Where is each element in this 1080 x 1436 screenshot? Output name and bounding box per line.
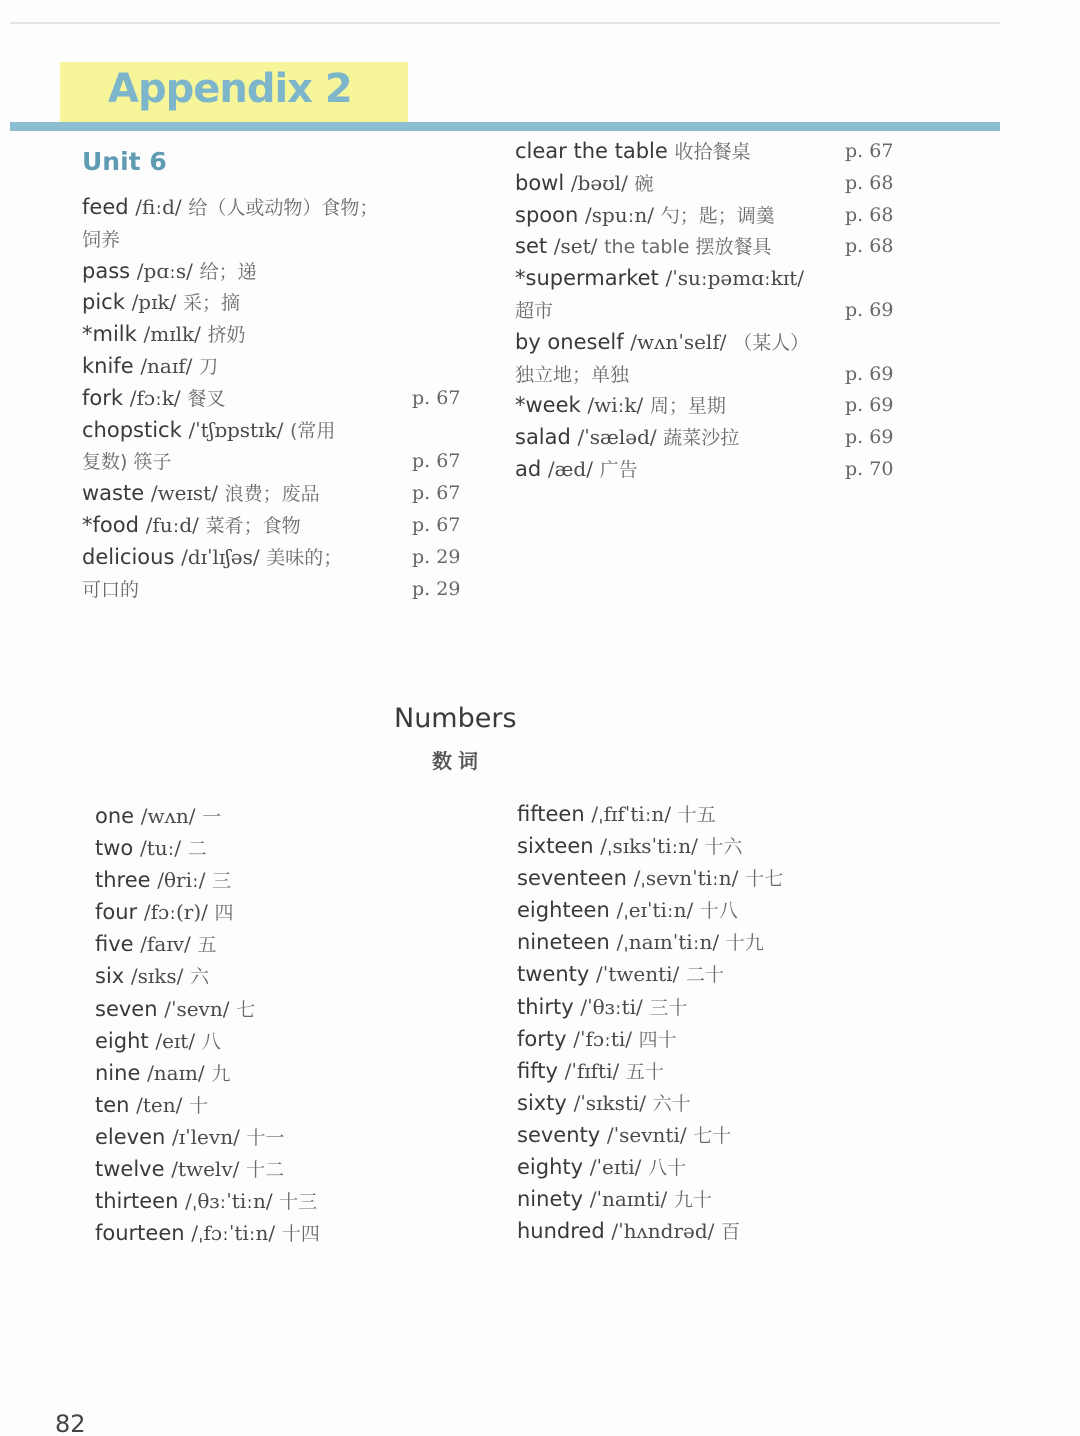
vocab-entry <box>95 1153 320 1185</box>
entry-word: eleven <box>95 1124 166 1149</box>
entry-word: twenty <box>517 962 590 987</box>
entry-phonetic: /tuː/ <box>139 836 182 861</box>
vocab-entry <box>517 1183 783 1215</box>
entry-phonetic: /ˌsɪksˈtiːn/ <box>600 834 698 859</box>
vocab-entry <box>515 422 915 454</box>
entry-meaning: 菜肴；食物 <box>205 514 301 537</box>
entry-meaning: 五 <box>197 934 217 957</box>
entry-phonetic: /fiːd/ <box>135 195 182 219</box>
vocab-entry <box>515 200 915 232</box>
entry-word: forty <box>517 1026 567 1051</box>
entry-word: delicious <box>82 544 175 569</box>
entry-phonetic: /twelv/ <box>171 1157 240 1182</box>
entry-meaning: 十二 <box>246 1159 285 1182</box>
entry-page-ref: p. 67 <box>412 513 461 536</box>
entry-phonetic: /ˈtwenti/ <box>596 962 680 987</box>
entry-meaning: 十 <box>189 1094 209 1117</box>
entry-meaning: 蔬菜沙拉 <box>663 427 740 450</box>
vocab-entry <box>95 928 320 960</box>
entry-phonetic: /spuːn/ <box>584 202 655 227</box>
vocab-entry <box>95 800 320 832</box>
entry-meaning: 六十 <box>652 1092 691 1115</box>
entry-meaning: the table 摆放餐具 <box>604 236 772 259</box>
entry-meaning: (常用 <box>290 419 336 442</box>
entry-phonetic: /fuːd/ <box>145 512 199 537</box>
entry-phonetic: /faɪv/ <box>140 932 191 957</box>
entry-meaning: 四十 <box>638 1028 677 1051</box>
vocab-entry <box>517 958 783 990</box>
numbers-left-column <box>95 800 320 1249</box>
page-title: Appendix 2 <box>108 66 352 112</box>
entry-page-ref: p. 67 <box>412 386 461 409</box>
entry-word: fork <box>82 385 124 410</box>
entry-phonetic: /weɪst/ <box>150 481 218 506</box>
entry-word: eighty <box>517 1155 584 1180</box>
vocab-entry <box>82 192 482 224</box>
entry-meaning: 五十 <box>625 1060 664 1083</box>
vocab-entry <box>82 510 482 542</box>
entry-word: four <box>95 900 138 925</box>
vocab-entry <box>515 231 915 263</box>
entry-meaning: 七 <box>236 998 256 1021</box>
entry-phonetic: /ˈfɔːti/ <box>573 1026 632 1051</box>
entry-word: fourteen <box>95 1221 185 1246</box>
entry-page-ref: p. 68 <box>845 171 894 194</box>
entry-phonetic: /ˈsæləd/ <box>577 425 657 450</box>
entry-meaning: 十九 <box>725 932 764 955</box>
entry-phonetic: /ˈtʃɒpstɪk/ <box>188 417 284 442</box>
entry-phonetic: /wʌnˈself/ <box>630 329 727 354</box>
entry-word: six <box>95 964 125 989</box>
entry-phonetic: /ˈθɜːti/ <box>580 994 643 1019</box>
entry-phonetic: /ˈhʌndrəd/ <box>611 1219 715 1244</box>
vocab-entry <box>82 383 482 415</box>
entry-page-ref: p. 29 <box>412 577 461 600</box>
entry-word: nine <box>95 1060 141 1085</box>
page-number: 82 <box>55 1410 86 1436</box>
entry-meaning: 饲养 <box>82 228 121 251</box>
entry-word: clear the table <box>515 139 668 163</box>
vocab-entry <box>95 1217 320 1249</box>
entry-page-ref: p. 67 <box>412 450 461 473</box>
vocab-entry <box>517 926 783 958</box>
entry-word: eight <box>95 1028 149 1053</box>
entry-page-ref: p. 69 <box>845 394 894 417</box>
entry-page-ref: p. 69 <box>845 298 894 321</box>
vocabulary-right-column <box>515 136 915 486</box>
entry-phonetic: /ˌfɔːˈtiːn/ <box>191 1221 276 1246</box>
vocab-entry <box>82 287 482 319</box>
entry-meaning: 四 <box>214 902 234 925</box>
entry-meaning: 美味的； <box>266 546 343 569</box>
entry-word: five <box>95 932 134 957</box>
entry-page-ref: p. 68 <box>845 235 894 258</box>
entry-meaning: 十五 <box>677 804 716 826</box>
entry-word: two <box>95 836 134 861</box>
entry-phonetic: /wiːk/ <box>587 393 644 418</box>
entry-word: sixty <box>517 1090 567 1115</box>
entry-word: set <box>515 234 548 259</box>
vocab-entry <box>517 1119 783 1151</box>
vocab-entry <box>82 574 482 606</box>
entry-word: by oneself <box>515 329 624 354</box>
entry-meaning: 百 <box>721 1221 741 1244</box>
entry-meaning: 一 <box>202 806 222 828</box>
entry-phonetic: /fɔːk/ <box>129 385 181 410</box>
unit-heading: Unit 6 <box>82 147 167 176</box>
entry-meaning: 八十 <box>648 1157 687 1180</box>
vocab-entry <box>515 263 915 295</box>
vocab-entry <box>517 1023 783 1055</box>
vocab-entry <box>517 1215 783 1247</box>
entry-phonetic: /θriː/ <box>157 868 206 893</box>
entry-word: *week <box>515 393 581 418</box>
vocab-entry <box>82 446 482 478</box>
entry-meaning: 八 <box>201 1030 221 1053</box>
vocab-entry <box>82 256 482 288</box>
entry-word: thirteen <box>95 1189 179 1214</box>
vocab-entry <box>517 830 783 862</box>
entry-meaning: 采；摘 <box>183 292 241 315</box>
entry-meaning: 六 <box>190 966 210 989</box>
vocab-entry <box>517 1055 783 1087</box>
entry-word: ten <box>95 1092 130 1117</box>
entry-phonetic: /ɪˈlevn/ <box>172 1124 240 1149</box>
vocab-entry <box>517 1087 783 1119</box>
entry-phonetic: /ˈsevnti/ <box>606 1122 687 1147</box>
vocab-entry <box>82 319 482 351</box>
entry-meaning: 九 <box>211 1062 231 1085</box>
entry-word: feed <box>82 195 129 219</box>
vocab-entry <box>82 542 482 574</box>
vocab-entry <box>515 295 915 327</box>
entry-meaning: 三 <box>212 870 232 893</box>
entry-phonetic: /pɪk/ <box>131 290 177 315</box>
entry-phonetic: /ˌnaɪnˈtiːn/ <box>616 930 720 955</box>
vocab-entry <box>95 1185 320 1217</box>
entry-meaning: 九十 <box>673 1189 712 1212</box>
entry-word: pass <box>82 258 131 283</box>
entry-meaning: 给；递 <box>199 260 257 283</box>
entry-phonetic: /ˈsevn/ <box>164 996 230 1021</box>
entry-meaning: 收拾餐桌 <box>674 141 751 163</box>
page-top-divider <box>10 22 1000 24</box>
entry-phonetic: /ˈfɪfti/ <box>564 1058 620 1083</box>
vocab-entry <box>515 136 915 168</box>
entry-meaning: （某人） <box>733 331 810 354</box>
entry-phonetic: /eɪt/ <box>155 1028 196 1053</box>
entry-word: seventy <box>517 1122 601 1147</box>
entry-meaning: 浪费；废品 <box>224 483 320 506</box>
vocab-entry <box>515 168 915 200</box>
entry-word: chopstick <box>82 417 182 442</box>
entry-meaning: 可口的 <box>82 578 140 601</box>
entry-meaning: 广告 <box>599 458 638 481</box>
entry-meaning: 十四 <box>281 1223 320 1246</box>
vocab-entry <box>515 327 915 359</box>
entry-word: fifteen <box>517 802 585 826</box>
vocab-entry <box>82 224 482 256</box>
entry-meaning: 十八 <box>699 900 738 923</box>
entry-phonetic: /ˈsɪksti/ <box>573 1090 647 1115</box>
entry-word: pick <box>82 290 125 315</box>
vocab-entry <box>95 832 320 864</box>
numbers-title: Numbers <box>394 703 517 734</box>
entry-word: ad <box>515 456 542 481</box>
entry-phonetic: /wʌn/ <box>140 804 196 828</box>
entry-word: *supermarket <box>515 266 659 291</box>
entry-meaning: 刀 <box>199 355 219 378</box>
entry-phonetic: /ˈsuːpəmɑːkɪt/ <box>665 266 805 291</box>
entry-word: spoon <box>515 202 579 227</box>
vocab-entry <box>515 454 915 486</box>
entry-phonetic: /æd/ <box>547 456 593 481</box>
entry-meaning: 二十 <box>685 964 724 987</box>
vocab-entry <box>517 862 783 894</box>
entry-page-ref: p. 69 <box>845 362 894 385</box>
entry-word: sixteen <box>517 834 594 859</box>
vocab-entry <box>95 1057 320 1089</box>
entry-word: twelve <box>95 1157 165 1182</box>
vocab-entry <box>95 896 320 928</box>
entry-phonetic: /bəʊl/ <box>570 170 628 195</box>
vocab-entry <box>95 993 320 1025</box>
entry-phonetic: /fɔː(r)/ <box>143 900 208 925</box>
vocab-entry <box>95 960 320 992</box>
entry-meaning: 超市 <box>515 299 554 322</box>
entry-meaning: 挤奶 <box>207 324 246 347</box>
entry-word: ninety <box>517 1187 584 1212</box>
vocab-entry <box>82 415 482 447</box>
entry-meaning: 给（人或动物）食物； <box>188 197 379 219</box>
entry-meaning: 餐叉 <box>187 387 226 410</box>
entry-meaning: 十七 <box>745 868 784 891</box>
entry-page-ref: p. 29 <box>412 545 461 568</box>
entry-phonetic: /ˈeɪti/ <box>589 1155 642 1180</box>
entry-word: *milk <box>82 322 137 347</box>
vocab-entry <box>95 864 320 896</box>
entry-meaning: 勺；匙；调羹 <box>660 204 775 227</box>
vocab-entry <box>517 991 783 1023</box>
entry-word: seventeen <box>517 866 627 891</box>
entry-meaning: 十三 <box>279 1191 318 1214</box>
vocab-entry <box>95 1025 320 1057</box>
entry-word: hundred <box>517 1219 605 1244</box>
vocab-entry <box>517 894 783 926</box>
entry-phonetic: /ˈnaɪnti/ <box>589 1187 668 1212</box>
entry-word: nineteen <box>517 930 610 955</box>
entry-meaning: 独立地；单独 <box>515 363 630 386</box>
entry-word: *food <box>82 512 139 537</box>
entry-phonetic: /ˌfɪfˈtiːn/ <box>591 802 672 826</box>
entry-phonetic: /ten/ <box>136 1092 183 1117</box>
entry-phonetic: /naɪn/ <box>147 1060 205 1085</box>
numbers-right-column <box>517 798 783 1247</box>
entry-word: salad <box>515 425 571 450</box>
vocab-entry <box>517 798 783 830</box>
vocab-entry <box>515 390 915 422</box>
vocabulary-left-column <box>82 192 482 605</box>
entry-page-ref: p. 70 <box>845 457 894 480</box>
entry-word: thirty <box>517 994 574 1019</box>
entry-meaning: 二 <box>187 838 207 861</box>
vocab-entry <box>82 478 482 510</box>
entry-phonetic: /ˌeɪˈtiːn/ <box>616 898 694 923</box>
entry-meaning: 周；星期 <box>649 395 726 418</box>
vocab-entry <box>515 359 915 391</box>
entry-phonetic: /naɪf/ <box>140 353 193 378</box>
entry-phonetic: /sɪks/ <box>130 964 184 989</box>
entry-meaning: 十六 <box>704 836 743 859</box>
entry-phonetic: /mɪlk/ <box>143 322 201 347</box>
entry-phonetic: /pɑːs/ <box>136 258 193 283</box>
title-rule <box>10 122 1000 131</box>
entry-word: three <box>95 868 151 893</box>
entry-page-ref: p. 68 <box>845 203 894 226</box>
entry-word: knife <box>82 353 134 378</box>
numbers-subtitle: 数词 <box>432 749 484 773</box>
entry-word: one <box>95 804 135 828</box>
vocab-entry <box>95 1121 320 1153</box>
entry-phonetic: /ˌθɜːˈtiːn/ <box>185 1189 273 1214</box>
entry-page-ref: p. 69 <box>845 426 894 449</box>
entry-phonetic: /set/ <box>553 234 598 259</box>
vocab-entry <box>82 351 482 383</box>
vocab-entry <box>95 1089 320 1121</box>
entry-word: eighteen <box>517 898 610 923</box>
vocab-entry <box>517 1151 783 1183</box>
entry-meaning: 七十 <box>693 1124 732 1147</box>
entry-meaning: 复数) 筷子 <box>82 451 172 474</box>
entry-word: waste <box>82 481 145 506</box>
entry-meaning: 三十 <box>649 996 688 1019</box>
entry-meaning: 十一 <box>246 1126 285 1149</box>
entry-phonetic: /ˌsevnˈtiːn/ <box>633 866 739 891</box>
entry-phonetic: /dɪˈlɪʃəs/ <box>181 544 260 569</box>
entry-word: fifty <box>517 1058 558 1083</box>
entry-meaning: 碗 <box>634 172 654 195</box>
entry-page-ref: p. 67 <box>412 482 461 505</box>
entry-page-ref: p. 67 <box>845 140 894 162</box>
entry-word: bowl <box>515 170 565 195</box>
entry-word: seven <box>95 996 158 1021</box>
